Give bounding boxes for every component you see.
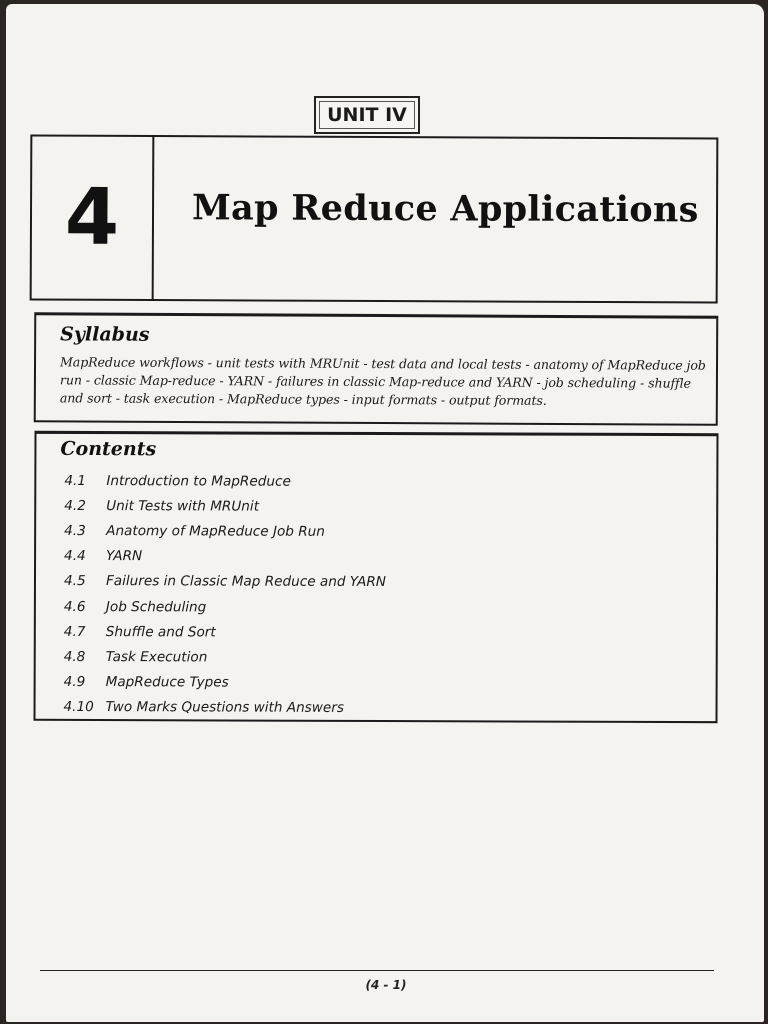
contents-item	[60, 468, 706, 495]
document-page	[6, 4, 764, 1022]
contents-item	[60, 619, 706, 646]
contents-item-number: 4.8	[63, 648, 86, 665]
footer-divider	[40, 970, 714, 971]
contents-item	[60, 543, 706, 570]
contents-item-number: 4.2	[64, 497, 86, 514]
contents-item-title: Task Execution	[105, 648, 208, 666]
contents-item-number: 4.7	[63, 623, 86, 640]
contents-item-title: Anatomy of MapReduce Job Run	[106, 523, 325, 540]
contents-item-number: 4.5	[63, 573, 86, 590]
contents-heading: Contents	[60, 437, 157, 461]
contents-item	[60, 518, 706, 545]
contents-item-number: 4.6	[63, 598, 86, 615]
contents-item-title: Failures in Classic Map Reduce and YARN	[105, 573, 387, 591]
contents-item-number: 4.1	[64, 472, 86, 489]
contents-item-title: Introduction to MapReduce	[106, 472, 291, 490]
contents-item-number: 4.3	[64, 522, 86, 539]
contents-item	[59, 695, 705, 722]
contents-item	[60, 669, 706, 696]
syllabus-section	[34, 312, 719, 426]
contents-item-number: 4.4	[64, 548, 86, 565]
unit-label	[314, 96, 420, 134]
contents-item	[60, 594, 706, 621]
unit-label-text: UNIT IV	[327, 104, 407, 126]
syllabus-heading: Syllabus	[60, 323, 150, 346]
contents-section	[33, 431, 718, 723]
contents-item	[60, 569, 706, 596]
chapter-header	[30, 134, 719, 303]
contents-item	[60, 493, 706, 520]
chapter-number: 4	[32, 137, 155, 300]
contents-item-title: Two Marks Questions with Answers	[105, 699, 344, 717]
page-number: (4 - 1)	[365, 978, 407, 992]
contents-item	[60, 644, 706, 671]
chapter-title: Map Reduce Applications	[191, 187, 699, 231]
syllabus-text: MapReduce workflows - unit tests with MRUnit - test data and local tests - anatomy of MapReduce job run - classic Map-reduce - YARN - failures in classic Map-reduce and YARN - job scheduling - shuffle and sort - task execution - MapReduce types - input formats - output formats.	[59, 354, 706, 408]
contents-item-title: Unit Tests with MRUnit	[106, 497, 260, 515]
contents-item-title: MapReduce Types	[105, 674, 229, 691]
contents-item-number: 4.9	[63, 674, 86, 691]
contents-item-title: Job Scheduling	[105, 598, 207, 615]
contents-item-number: 4.10	[63, 699, 94, 716]
contents-item-title: Shuffle and Sort	[105, 623, 216, 641]
contents-item-title: YARN	[106, 548, 143, 565]
contents-list	[59, 468, 706, 722]
